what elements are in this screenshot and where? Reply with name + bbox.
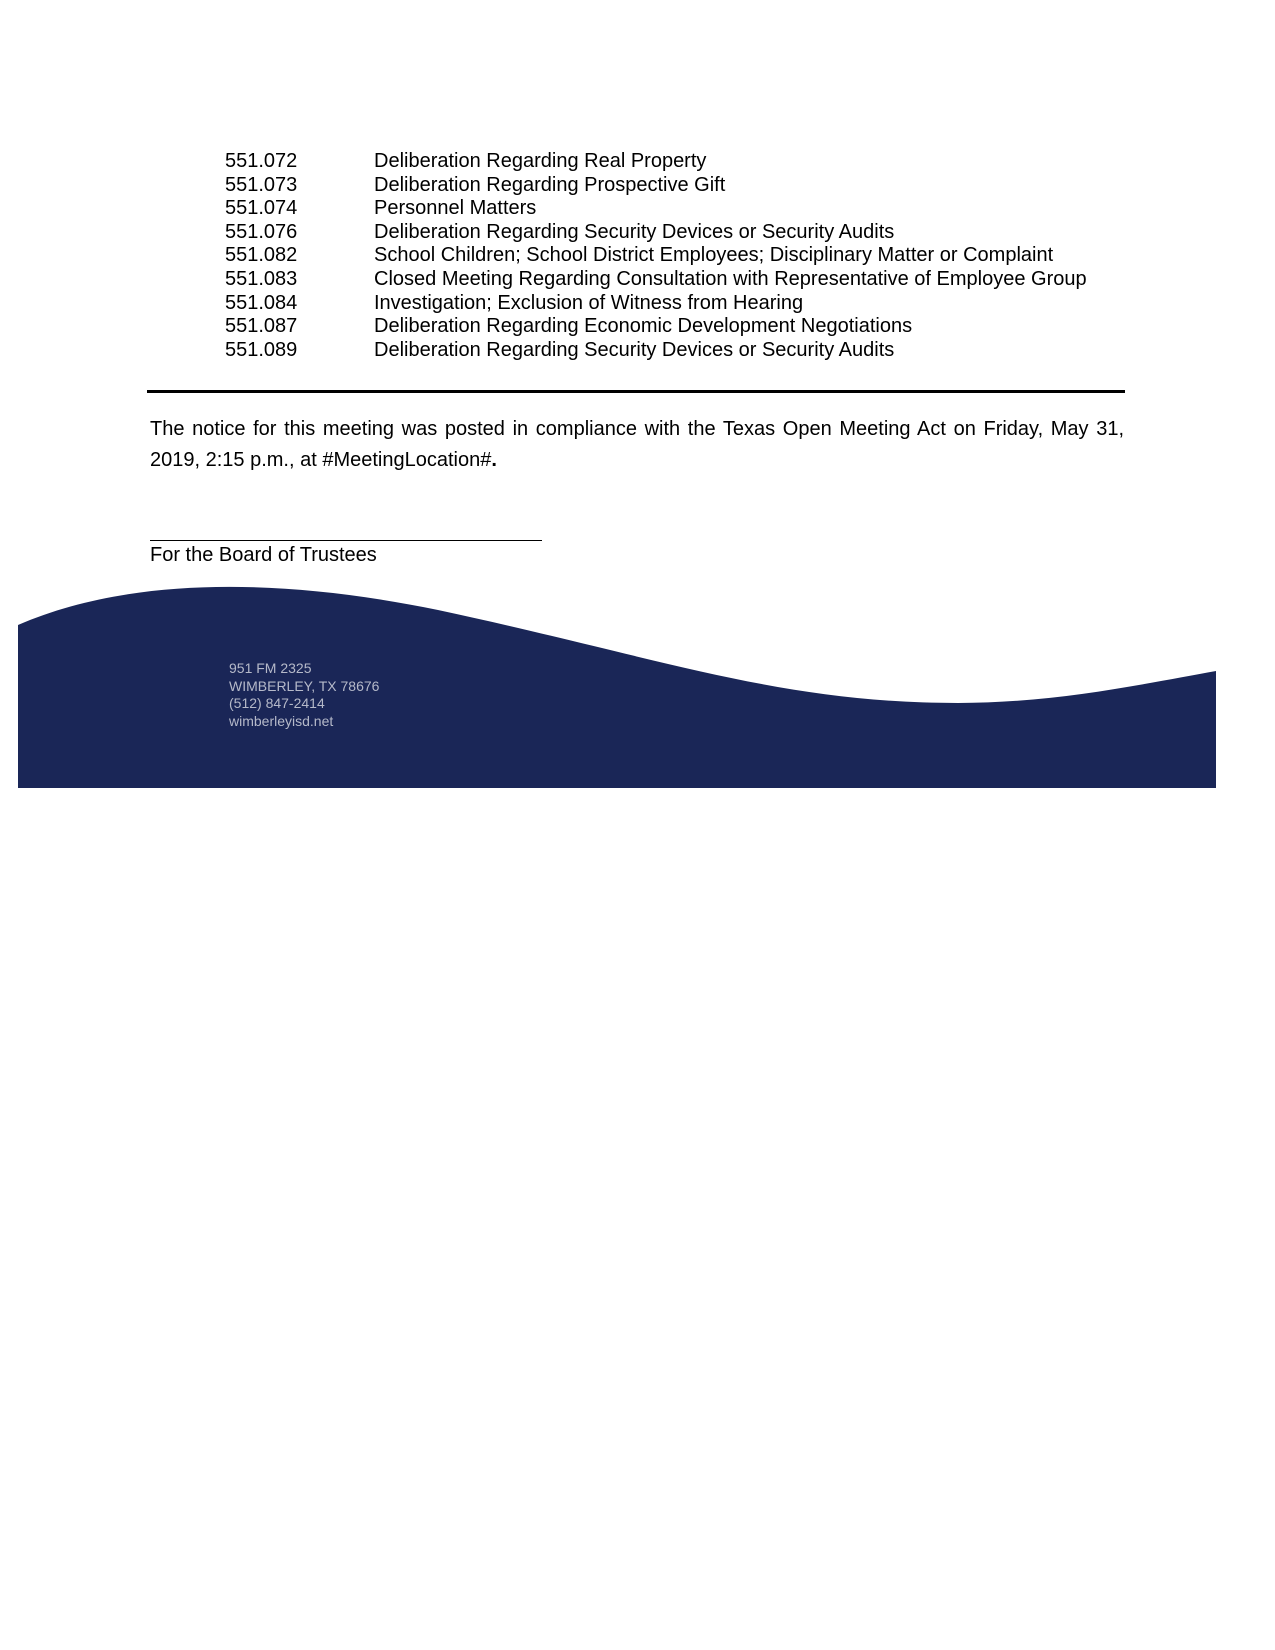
section-code: 551.082 [225,244,298,267]
section-code: 551.083 [225,267,298,290]
footer-wave [18,585,1216,788]
section-description: Closed Meeting Regarding Consultation with Representative of Employee Group [374,267,1087,290]
section-code: 551.076 [225,220,298,243]
posting-notice-text: The notice for this meeting was posted in compliance with the Texas Open Meeting Act on Friday, May 31, 2019, 2:15 p.m., at #MeetingLocation# [150,418,1124,471]
section-description: Investigation; Exclusion of Witness from Hearing [374,291,804,314]
section-row [0,244,1275,268]
signature-line [150,540,542,541]
address-line1: 951 FM 2325 [229,660,312,676]
section-code: 551.089 [225,338,298,361]
footer-band [18,585,1216,788]
section-row [0,339,1275,363]
section-code: 551.084 [225,291,298,314]
section-code: 551.074 [225,197,298,220]
posting-notice-end: . [491,449,497,471]
phone-number: (512) 847-2414 [229,695,325,711]
address-line2: WIMBERLEY, TX 78676 [229,677,380,694]
section-description: Deliberation Regarding Real Property [374,150,707,172]
signature-label: For the Board of Trustees [150,544,377,566]
section-code: 551.072 [225,150,298,172]
section-description: Deliberation Regarding Prospective Gift [374,173,726,196]
section-description: Personnel Matters [374,197,537,220]
posting-notice [150,414,1124,476]
section-row [0,221,1275,245]
closed-session-sections [0,150,1275,362]
footer-wave-shape [18,587,1216,788]
section-row [0,197,1275,221]
section-row [0,150,1275,174]
section-code: 551.087 [225,315,298,338]
section-description: Deliberation Regarding Economic Development Negotiations [374,315,913,338]
section-row [0,174,1275,198]
section-row [0,268,1275,292]
section-row [0,292,1275,316]
footer-address [229,660,379,730]
section-row [0,315,1275,339]
website-link[interactable]: wimberleyisd.net [229,712,334,729]
section-description: School Children; School District Employees; Disciplinary Matter or Complaint [374,244,1054,267]
section-description: Deliberation Regarding Security Devices or Security Audits [374,338,895,361]
section-description: Deliberation Regarding Security Devices or Security Audits [374,220,895,243]
section-divider [147,390,1125,393]
section-code: 551.073 [225,173,298,196]
